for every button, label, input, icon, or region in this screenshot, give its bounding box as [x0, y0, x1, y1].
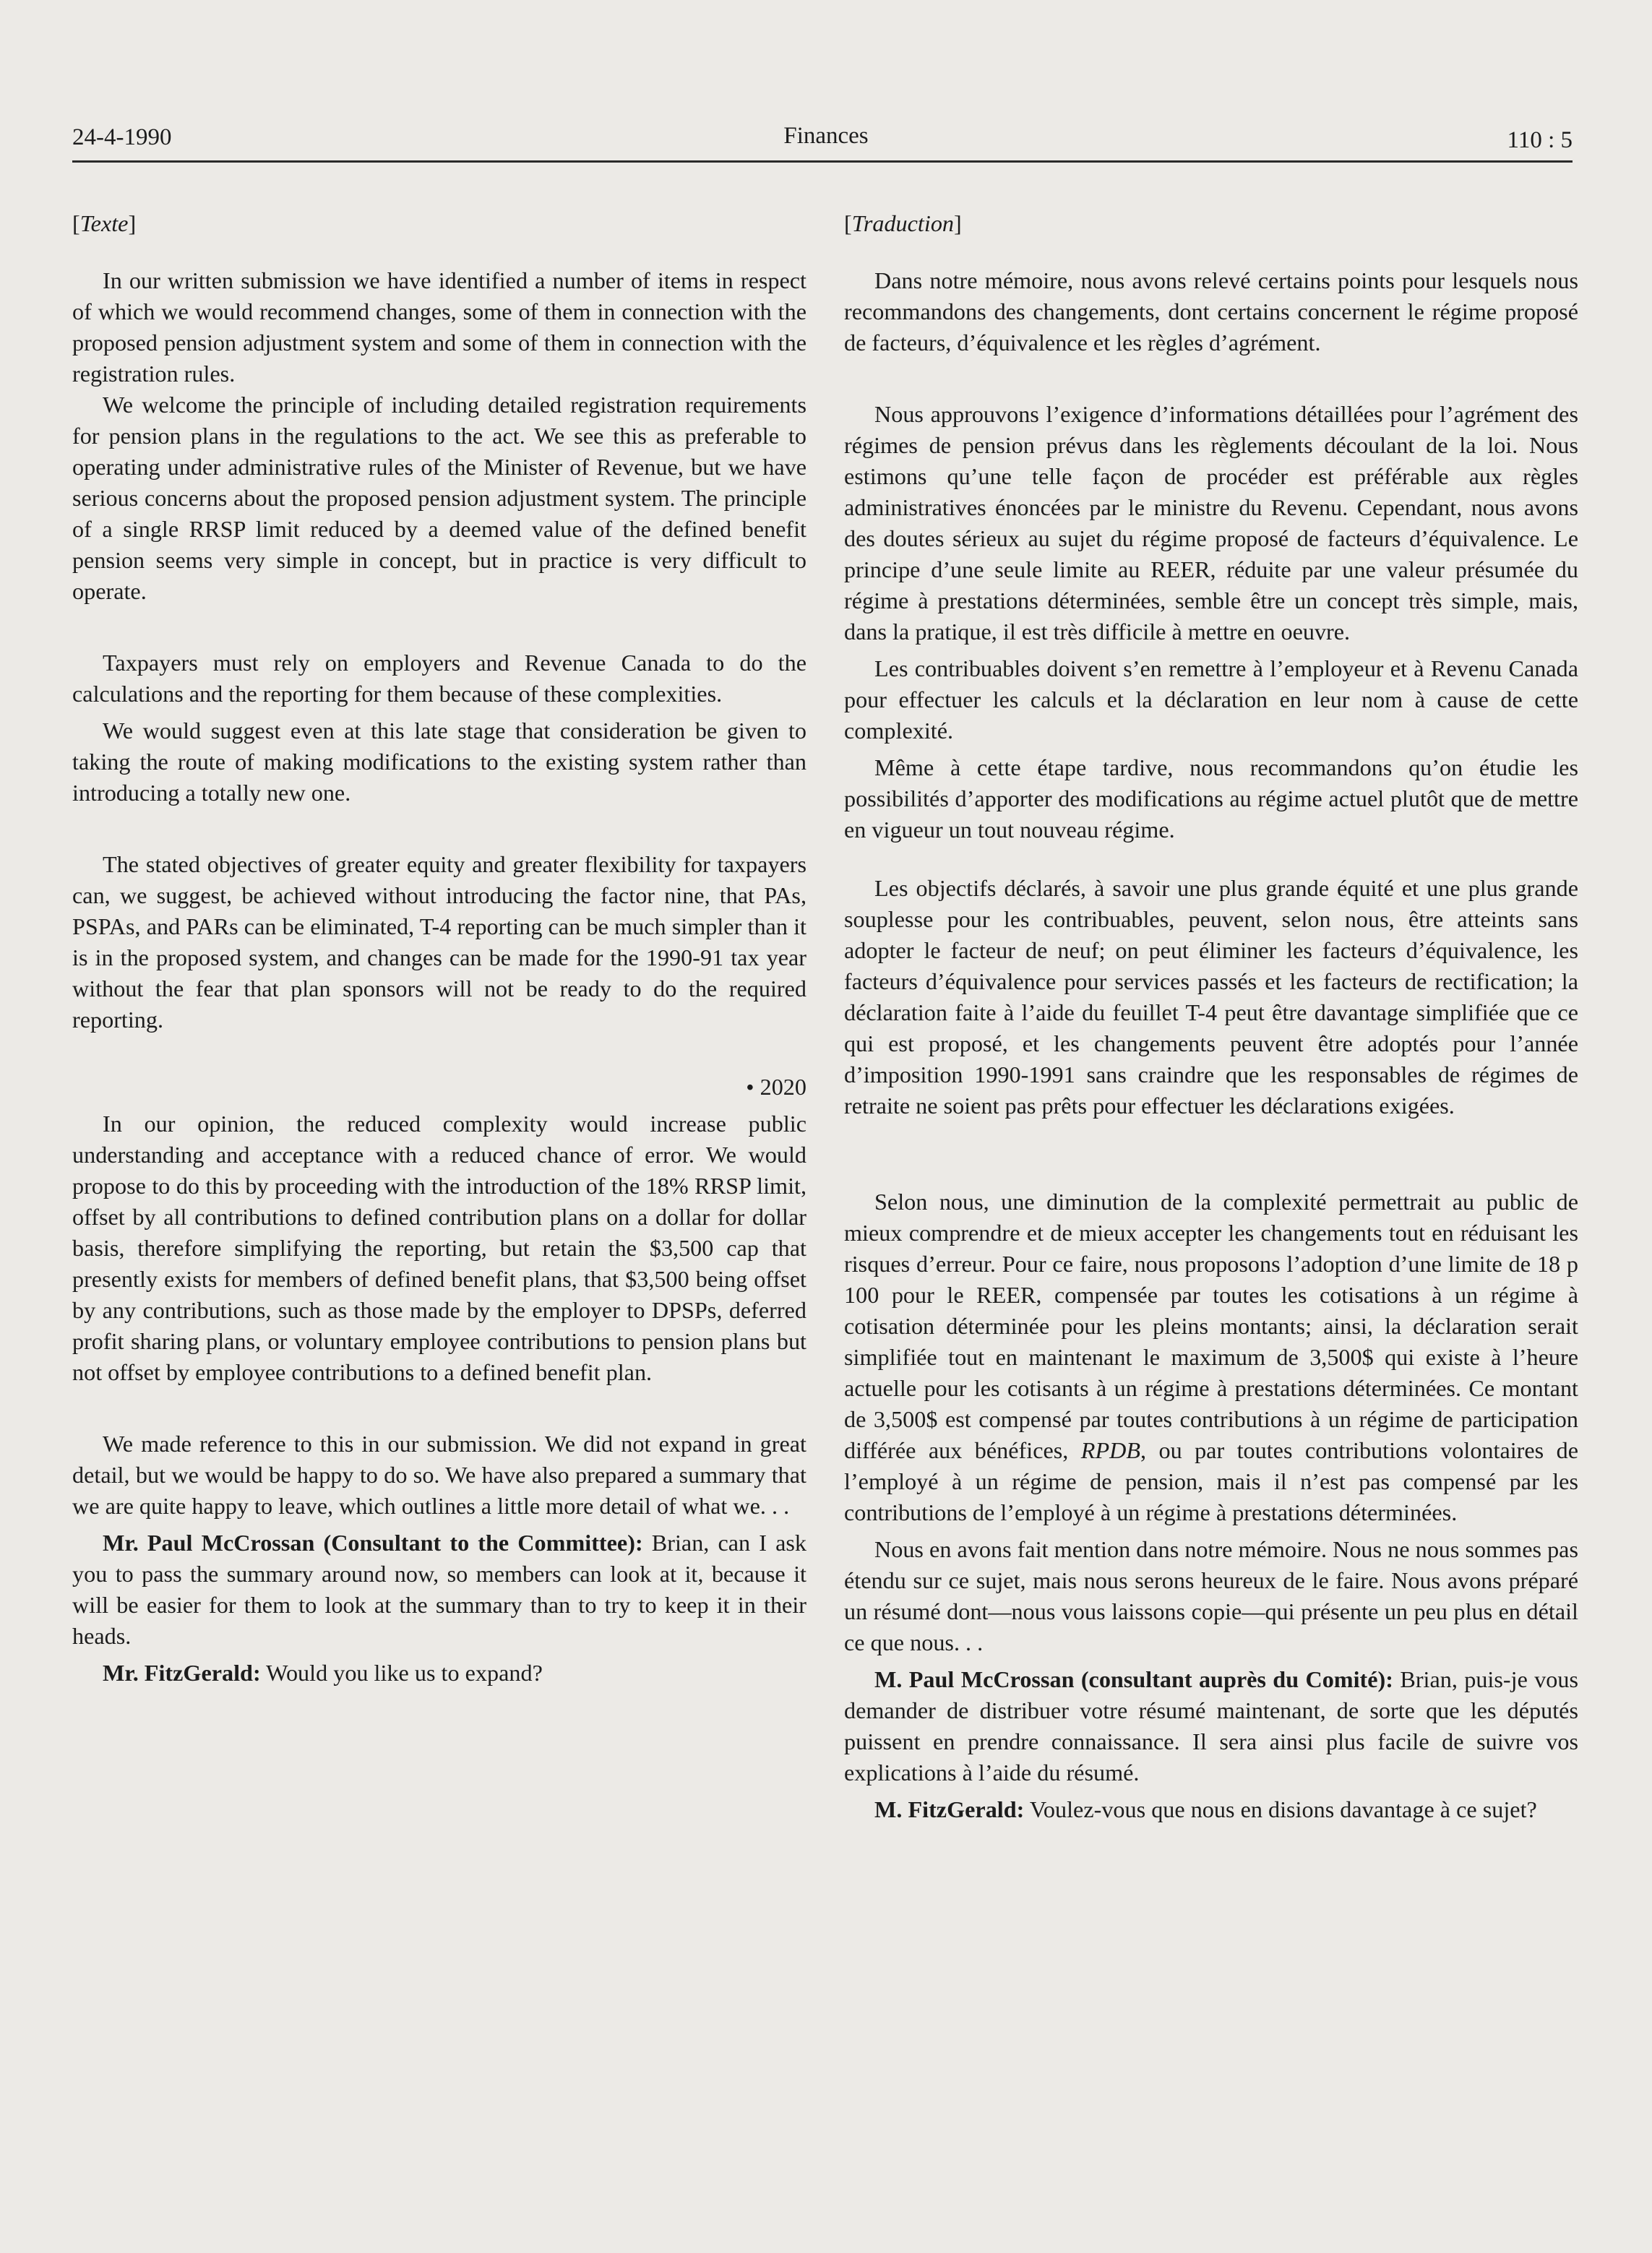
- speaker-paragraph: [72, 1528, 806, 1652]
- speech-text: Brian, puis-je vous demander de distribuer votre résumé maintenant, de sorte que les députés puissent en prendre connaissance. Il sera ainsi plus facile de suivre vos explications à l’aide du résumé.: [844, 1666, 1579, 1785]
- paragraph: Nous approuvons l’exigence d’informations détaillées pour l’agrément des régimes de pension prévus dans les règlements découlant de la loi. Nous estimons qu’une telle façon de procéder est préférable aux règles administratives énoncées par le ministre du Revenu. Cependant, nous avons des doutes sérieux au sujet du régime proposé de facteurs d’équivalence. Le principe d’une seule limite au REER, réduite par une valeur présumée du régime à prestations déterminées, semble être un concept très simple, mais, dans la pratique, il est très difficile à mettre en oeuvre.: [844, 401, 1578, 645]
- english-column: [72, 208, 806, 1689]
- paragraph: We made reference to this in our submission. We did not expand in great detail, but we would be happy to do so. We have also prepared a summary that we are quite happy to leave, which outlines a little more detail of what we. . .: [72, 1431, 806, 1519]
- speaker-name: M. FitzGerald:: [874, 1796, 1025, 1822]
- paragraph: The stated objectives of greater equity and greater flexibility for taxpayers can, we suggest, be achieved without introducing the factor nine, that PAs, PSPAs, and PARs can be eliminated, T-4 reporting can be much simpler than it is in the proposed system, and changes can be made for the 1990-91 tax year without the fear that plan sponsors will not be ready to do the required reporting.: [72, 851, 806, 1033]
- paragraph: Les objectifs déclarés, à savoir une plus grande équité et une plus grande souplesse pour les contribuables, peuvent, selon nous, être atteints sans adopter le facteur de neuf; on peut éliminer les facteurs d’équivalence, les facteurs d’équivalence pour services passés et les facteurs de rectification; la déclaration faite à l’aide du feuillet T-4 peut être davantage simplifiée que ce qui est proposé, et les changements peuvent être adoptés pour l’année d’imposition 1990-1991 sans craindre que les responsables de régimes de retraite ne soient pas prêts pour effectuer les déclarations exigées.: [844, 875, 1578, 1119]
- paragraph: Les contribuables doivent s’en remettre à l’employeur et à Revenu Canada pour effectuer les calculs et la déclaration en leur nom à cause de cette complexité.: [844, 655, 1578, 744]
- paragraph: In our written submission we have identified a number of items in respect of which we would recommend changes, some of them in connection with the proposed pension adjustment system and some of them in connection with the registration rules.: [72, 267, 806, 387]
- paragraph: Nous en avons fait mention dans notre mémoire. Nous ne nous sommes pas étendu sur ce sujet, mais nous serons heureux de le faire. Nous avons préparé un résumé dont—nous vous laissons copie—qui présente un peu plus en détail ce que nous. . .: [844, 1536, 1578, 1655]
- paragraph: We would suggest even at this late stage that consideration be given to taking the route of making modifications to the existing system rather than introducing a totally new one.: [72, 718, 806, 806]
- header-title: Finances: [783, 123, 869, 149]
- section-marker: [Traduction]: [844, 210, 962, 236]
- speech-text: Brian, can I ask you to pass the summary around now, so members can look at it, because it will be easier for them to look at the summary than to try to keep it in their heads.: [72, 1530, 806, 1649]
- header-rule: [72, 160, 1573, 163]
- paragraph: In our opinion, the reduced complexity would increase public understanding and acceptance with a reduced chance of error. We would propose to do this by proceeding with the introduction of the 18% RRSP limit, offset by all contributions to defined contribution plans on a dollar for dollar basis, therefore simplifying the reporting, but retain the $3,500 cap that presently exists for members of defined benefit plans, that $3,500 being offset by any contributions, such as those made by the employer to DPSPs, deferred profit sharing plans, or voluntary employee contributions to pension plans but not offset by employee contributions to a defined benefit plan.: [72, 1111, 806, 1385]
- header-date: 24-4-1990: [72, 124, 172, 150]
- speaker-name: M. Paul McCrossan (consultant auprès du Comité):: [874, 1666, 1393, 1692]
- paragraph: Selon nous, une diminution de la complexité permettrait au public de mieux comprendre et de mieux accepter les changements tout en réduisant les risques d’erreur. Pour ce faire, nous proposons l’adoption d’une limite de 18 p 100 pour le REER, compensée par toutes les cotisations à un régime à cotisation déterminée pour les pleins montants; ainsi, la déclaration serait simplifiée tout en maintenant le maximum de 3,500$ qui existe à l’heure actuelle pour les cotisants à un régime à prestations déterminées. Ce montant de 3,500$ est compensé par toutes contributions à un régime de participation différée aux bénéfices, RPDB, ou par toutes contributions volontaires de l’employé à un régime de pension, mais il n’est pas compensé par les contributions de l’employé à un régime à prestations déterminées.: [844, 1189, 1579, 1525]
- paragraph: We welcome the principle of including detailed registration requirements for pension plans in the regulations to the act. We see this as preferable to operating under administrative rules of the Minister of Revenue, but we have serious concerns about the proposed pension adjustment system. The principle of a single RRSP limit reduced by a deemed value of the defined benefit pension seems very simple in concept, but in practice is very difficult to operate.: [72, 392, 806, 604]
- time-stamp: • 2020: [746, 1074, 806, 1100]
- abbreviation: RPDB: [1080, 1437, 1141, 1463]
- speech-text: Would you like us to expand?: [260, 1660, 543, 1686]
- paragraph: Dans notre mémoire, nous avons relevé certains points pour lesquels nous recommandons des changements, dont certains concernent le régime proposé de facteurs, d’équivalence et les règles d’agrément.: [844, 267, 1578, 356]
- speaker-paragraph: [844, 1664, 1578, 1788]
- paragraph: Taxpayers must rely on employers and Revenue Canada to do the calculations and the reporting for them because of these complexities.: [72, 650, 806, 707]
- paragraph: Même à cette étape tardive, nous recommandons qu’on étudie les possibilités d’apporter des modifications au régime actuel plutôt que de mettre en vigueur un tout nouveau régime.: [844, 754, 1578, 843]
- french-column: [844, 208, 1578, 1825]
- speaker-paragraph: [844, 1794, 1578, 1825]
- section-marker: [Texte]: [72, 210, 137, 236]
- speaker-name: Mr. Paul McCrossan (Consultant to the Committee):: [103, 1530, 643, 1556]
- speech-text: Voulez-vous que nous en disions davantage à ce sujet?: [1024, 1796, 1537, 1822]
- speaker-name: Mr. FitzGerald:: [103, 1660, 261, 1686]
- page-number: 110 : 5: [1507, 127, 1573, 153]
- speaker-paragraph: [72, 1658, 806, 1689]
